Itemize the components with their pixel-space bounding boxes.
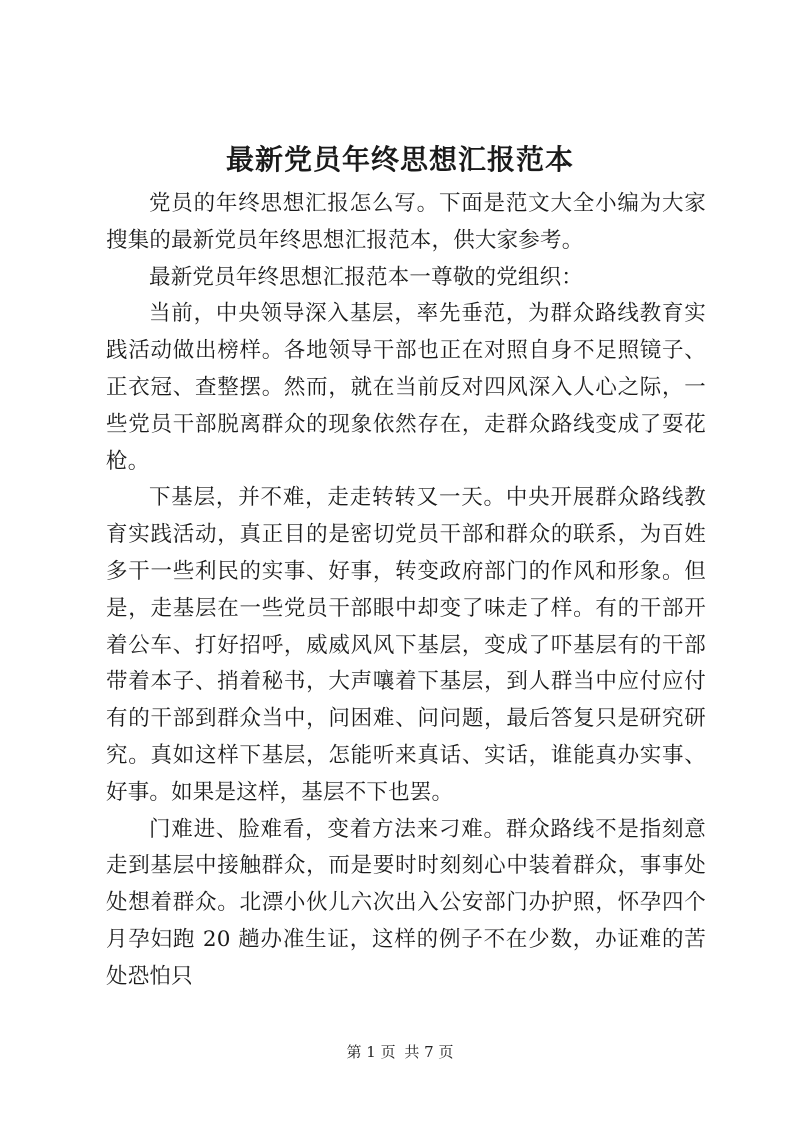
page-footer (0, 1042, 800, 1062)
paragraph: 党员的年终思想汇报怎么写。下面是范文大全小编为大家搜集的最新党员年终思想汇报范本，供大家参考。 (106, 191, 706, 253)
document-title: 最新党员年终思想汇报范本 (225, 143, 574, 176)
document-body (106, 186, 706, 996)
paragraph: 最新党员年终思想汇报范本一尊敬的党组织： (149, 264, 584, 290)
page-total: 共 7 页 (404, 1043, 454, 1061)
paragraph: 下基层，并不难，走走转转又一天。中央开展群众路线教育实践活动，真正目的是密切党员干部和群众的联系，为百姓多干一些利民的实事、好事，转变政府部门的作风和形象。但是，走基层在一些党员干部眼中却变了味走了样。有的干部开着公车、打好招呼，威威风风下基层，变成了吓基层有的干部带着本子、捎着秘书，大声嚷着下基层，到人群当中应付应付有的干部到群众当中，问困难、问问题，最后答复只是研究研究。真如这样下基层，怎能听来真话、实话，谁能真办实事、好事。如果是这样，基层不下也罢。 (106, 485, 706, 805)
page-number: 第 1 页 (346, 1043, 396, 1061)
paragraph: 门难进、脸难看，变着方法来刁难。群众路线不是指刻意走到基层中接触群众，而是要时时刻刻心中装着群众，事事处处想着群众。北漂小伙儿六次出入公安部门办护照，怀孕四个月孕妇跑 20 趟办准生证，这样的例子不在少数，办证难的苦处恐怕只 (106, 816, 706, 989)
paragraph: 当前，中央领导深入基层，率先垂范，为群众路线教育实践活动做出榜样。各地领导干部也正在对照自身不足照镜子、正衣冠、查整摆。然而，就在当前反对四风深入人心之际，一些党员干部脱离群众的现象依然存在，走群众路线变成了耍花枪。 (106, 301, 706, 474)
